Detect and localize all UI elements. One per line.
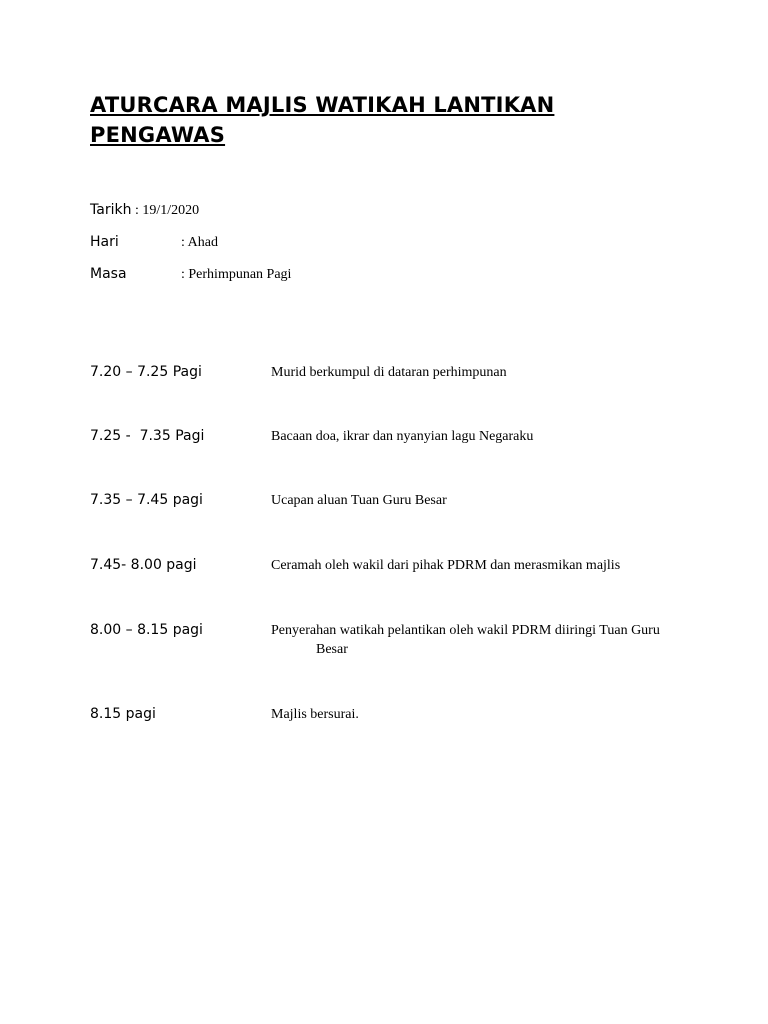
tarikh-value: : 19/1/2020 <box>135 203 200 218</box>
schedule-time: 7.20 – 7.25 Pagi <box>90 364 202 380</box>
schedule-activity <box>271 705 671 724</box>
schedule-activity-continuation: Besar <box>316 642 348 657</box>
schedule-time: 7.45- 8.00 pagi <box>90 557 197 573</box>
schedule-time: 7.25 - 7.35 Pagi <box>90 428 205 444</box>
schedule-activity <box>271 491 671 510</box>
masa-label: Masa <box>90 266 127 282</box>
schedule-activity <box>271 556 671 575</box>
hari-value: : Ahad <box>181 235 218 250</box>
hari-label: Hari <box>90 234 119 250</box>
schedule-activity-text: Ceramah oleh wakil dari pihak PDRM dan merasmikan majlis <box>271 558 621 573</box>
schedule-activity-text: Bacaan doa, ikrar dan nyanyian lagu Negaraku <box>271 429 534 444</box>
schedule-activity <box>271 621 671 659</box>
masa-value: : Perhimpunan Pagi <box>181 267 292 282</box>
schedule-activity-text: Murid berkumpul di dataran perhimpunan <box>271 365 507 380</box>
schedule-activity-text: Ucapan aluan Tuan Guru Besar <box>271 493 447 508</box>
document-title: ATURCARA MAJLIS WATIKAH LANTIKAN PENGAWAS <box>90 93 555 147</box>
schedule-activity <box>271 427 671 446</box>
schedule-activity-text: Penyerahan watikah pelantikan oleh wakil PDRM diiringi Tuan Guru <box>271 623 660 638</box>
schedule-time: 8.00 – 8.15 pagi <box>90 622 203 638</box>
schedule-activity <box>271 363 671 382</box>
tarikh-label: Tarikh <box>90 202 132 218</box>
schedule-time: 8.15 pagi <box>90 706 156 722</box>
schedule-time: 7.35 – 7.45 pagi <box>90 492 203 508</box>
schedule-activity-text: Majlis bersurai. <box>271 707 359 722</box>
